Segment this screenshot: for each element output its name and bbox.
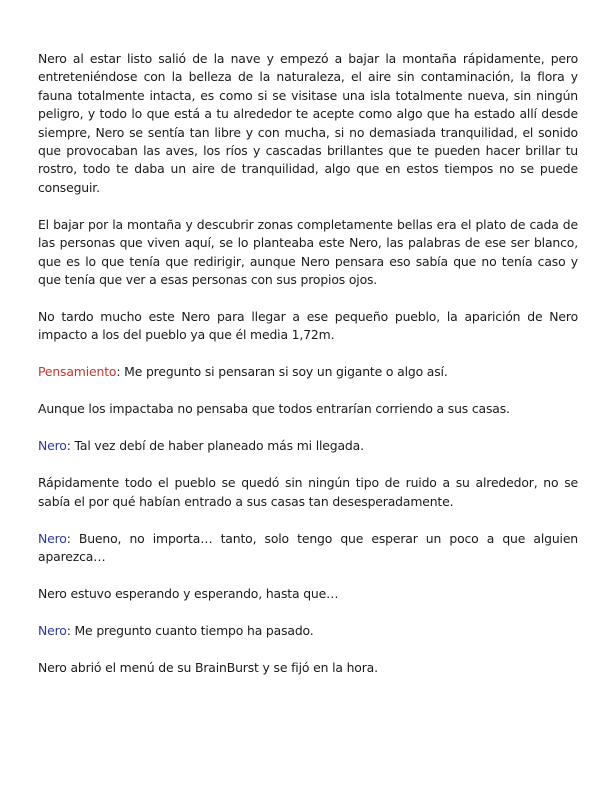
narration-paragraph: Rápidamente todo el pueblo se quedó sin ningún tipo de ruido a su alrededor, no se sabía el por qué habían entrado a sus casas tan desesperadamente.	[38, 475, 578, 509]
speaker-name-nero: Nero	[38, 623, 67, 639]
speaker-name-nero: Nero	[38, 530, 67, 546]
narration-paragraph: Nero abrió el menú de su BrainBurst y se fijó en la hora.	[38, 660, 378, 676]
dialogue-paragraph	[38, 622, 578, 640]
dialogue-paragraph	[38, 437, 578, 455]
document-body	[38, 50, 578, 696]
narration-paragraph: Nero estuvo esperando y esperando, hasta que…	[38, 586, 339, 602]
dialogue-paragraph	[38, 363, 578, 381]
narration-paragraph: Nero al estar listo salió de la nave y empezó a bajar la montaña rápidamente, pero entreteniéndose con la belleza de la naturaleza, el aire sin contaminación, la flora y fauna totalmente intacta, es como si se visitase una isla totalmente nueva, sin ningún peligro, y todo lo que está a tu alrededor te acepte como algo que ha estado allí desde siempre, Nero se sentía tan libre y con mucha, si no demasiada tranquilidad, el sonido que provocaban las aves, los ríos y cascadas brillantes que te pueden hacer brillar tu rostro, todo te daba un aire de tranquilidad, algo que en estos tiempos no se puede conseguir.	[38, 51, 578, 195]
dialogue-text: : Me pregunto cuanto tiempo ha pasado.	[66, 623, 314, 639]
narration-paragraph: Aunque los impactaba no pensaba que todos entrarían corriendo a sus casas.	[38, 401, 510, 417]
dialogue-text: : Me pregunto si pensaran si soy un gigante o algo así.	[116, 364, 448, 380]
narration-paragraph: No tardo mucho este Nero para llegar a ese pequeño pueblo, la aparición de Nero impacto a los del pueblo ya que él media 1,72m.	[38, 309, 578, 343]
dialogue-text: : Tal vez debí de haber planeado más mi llegada.	[66, 438, 364, 454]
narration-paragraph: El bajar por la montaña y descubrir zonas completamente bellas era el plato de cada de las personas que viven aquí, se lo planteaba este Nero, las palabras de ese ser blanco, que es lo que tenía que redirigir, aunque Nero pensara eso sabía que no tenía caso y que tenía que ver a esas personas con sus propios ojos.	[38, 216, 578, 288]
speaker-name-nero: Nero	[38, 438, 67, 454]
dialogue-paragraph	[38, 530, 578, 567]
dialogue-text: : Bueno, no importa… tanto, solo tengo que esperar un poco a que alguien aparezca…	[38, 530, 578, 565]
speaker-name-thought: Pensamiento	[38, 364, 117, 380]
